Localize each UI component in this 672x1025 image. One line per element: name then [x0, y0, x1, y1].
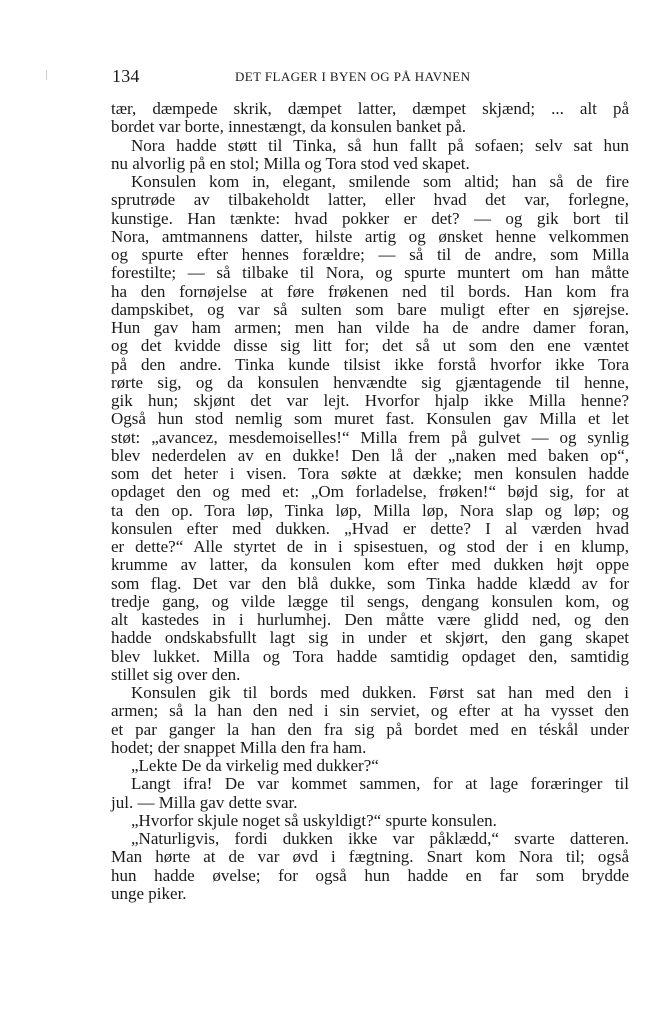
page-number: 134 [112, 66, 140, 86]
text-line: og spurte efter hennes forældre; — så til de andre, som Milla [111, 245, 629, 264]
text-line: „Naturligvis, fordi dukken ikke var påklædd,“ svarte datteren. [131, 829, 629, 848]
text-line: tær, dæmpede skrik, dæmpet latter, dæmpet skjænd; ... alt på [111, 99, 629, 118]
text-line: dampskibet, og var så sulten som bare muligt efter en sjørejse. [111, 299, 629, 319]
body-text [111, 100, 629, 903]
text-line: opdaget den og med et: „Om forladelse, frøken!“ bøjd sig, for at [111, 482, 629, 502]
text-line: Nora hadde støtt til Tinka, så hun fallt på sofaen; selv sat hun [131, 135, 629, 155]
text-line: unge piker. [111, 883, 187, 903]
text-line: Konsulen kom in, elegant, smilende som altid; han så de fire [131, 172, 629, 191]
text-line: armen; så la han den ned i sin serviet, og efter at ha vysset den [111, 701, 629, 721]
text-line: hodet; der snappet Milla den fra ham. [111, 737, 367, 757]
text-line: gik hun; skjønt det var lejt. Hvorfor hjalp ikke Milla henne? [111, 391, 629, 410]
text-line: stillet sig over den. [111, 664, 241, 684]
text-line: krumme av latter, da konsulen kom efter med dukken højt oppe [111, 555, 629, 575]
text-line: nu alvorlig på en stol; Milla og Tora stod ved skapet. [111, 153, 470, 173]
text-line: blev nederdelen av en dukke! Den lå der „naken med baken op“, [111, 445, 629, 465]
text-line: hun hadde øvelse; for også hun hadde en far som brydde [111, 865, 629, 885]
text-line: bordet var borte, innestængt, da konsulen banket på. [111, 117, 467, 137]
text-line: et par ganger la han den fra sig på bordet med en téskål under [111, 719, 629, 739]
text-line: blev lukket. Milla og Tora hadde samtidig opdaget den, samtidig [111, 646, 629, 666]
text-line: Man hørte at de var øvd i fægtning. Snart kom Nora til; også [111, 847, 629, 867]
text-line: forestilte; — så tilbake til Nora, og spurte muntert om han måtte [111, 263, 629, 283]
text-line: tredje gang, og vilde lægge til sengs, dengang konsulen kom, og [111, 591, 629, 611]
text-line: „Hvorfor skjule noget så uskyldigt?“ spurte konsulen. [131, 810, 497, 830]
text-line: på den andre. Tinka kunde tilsist ikke forstå hvorfor ikke Tora [111, 354, 629, 374]
text-line: kunstige. Han tænkte: hvad pokker er det? — og gik bort til [111, 208, 629, 228]
text-line: og det kvidde disse sig litt for; det så ut som den ene væntet [111, 336, 629, 356]
text-line: jul. — Milla gav dette svar. [111, 792, 298, 812]
text-line: alt kastedes in i hurlumhej. Den måtte være glidd ned, og den [111, 610, 629, 629]
text-line: „Lekte De da virkelig med dukker?“ [131, 756, 379, 775]
text-line: Nora, amtmannens datter, hilste artig og ønsket henne velkommen [111, 226, 629, 246]
text-line: rørte sig, og da konsulen henvændte sig gjæntagende til henne, [111, 372, 629, 392]
text-line: Langt ifra! De var kommet sammen, for at lage foræringer til [131, 774, 629, 794]
text-line: ha den fornøjelse at føre frøkenen ned til bords. Han kom fra [111, 281, 629, 301]
text-line: konsulen efter med dukken. „Hvad er dette? I al værden hvad [111, 518, 629, 538]
text-line: er dette?“ Alle styrtet de in i spisestuen, og stod der i en klump, [111, 537, 629, 556]
page-header [112, 66, 628, 90]
text-line: hadde ondskabsfullt lagt sig in under et skjørt, den gang skapet [111, 628, 629, 648]
text-line: Konsulen gik til bords med dukken. Først sat han med den i [131, 683, 629, 702]
text-line: som det heter i visen. Tora søkte at dække; men konsulen hadde [111, 464, 629, 483]
text-line: støt: „avancez, mesdemoiselles!“ Milla frem på gulvet — og synlig [111, 427, 629, 447]
running-title: DET FLAGER I BYEN OG PÅ HAVNEN [235, 69, 471, 84]
text-line: Hun gav ham armen; men han vilde ha de andre damer foran, [111, 318, 629, 337]
text-line: som flag. Det var den blå dukke, som Tinka hadde klædd av for [111, 573, 629, 593]
text-line: Også hun stod nemlig som muret fast. Konsulen gav Milla et let [111, 409, 629, 429]
text-line: sprutrøde av tilbakeholdt latter, eller hvad det var, forlegne, [111, 190, 629, 210]
margin-mark [46, 70, 47, 80]
text-line: ta den op. Tora løp, Tinka løp, Milla løp, Nora slap og løp; og [111, 500, 629, 520]
